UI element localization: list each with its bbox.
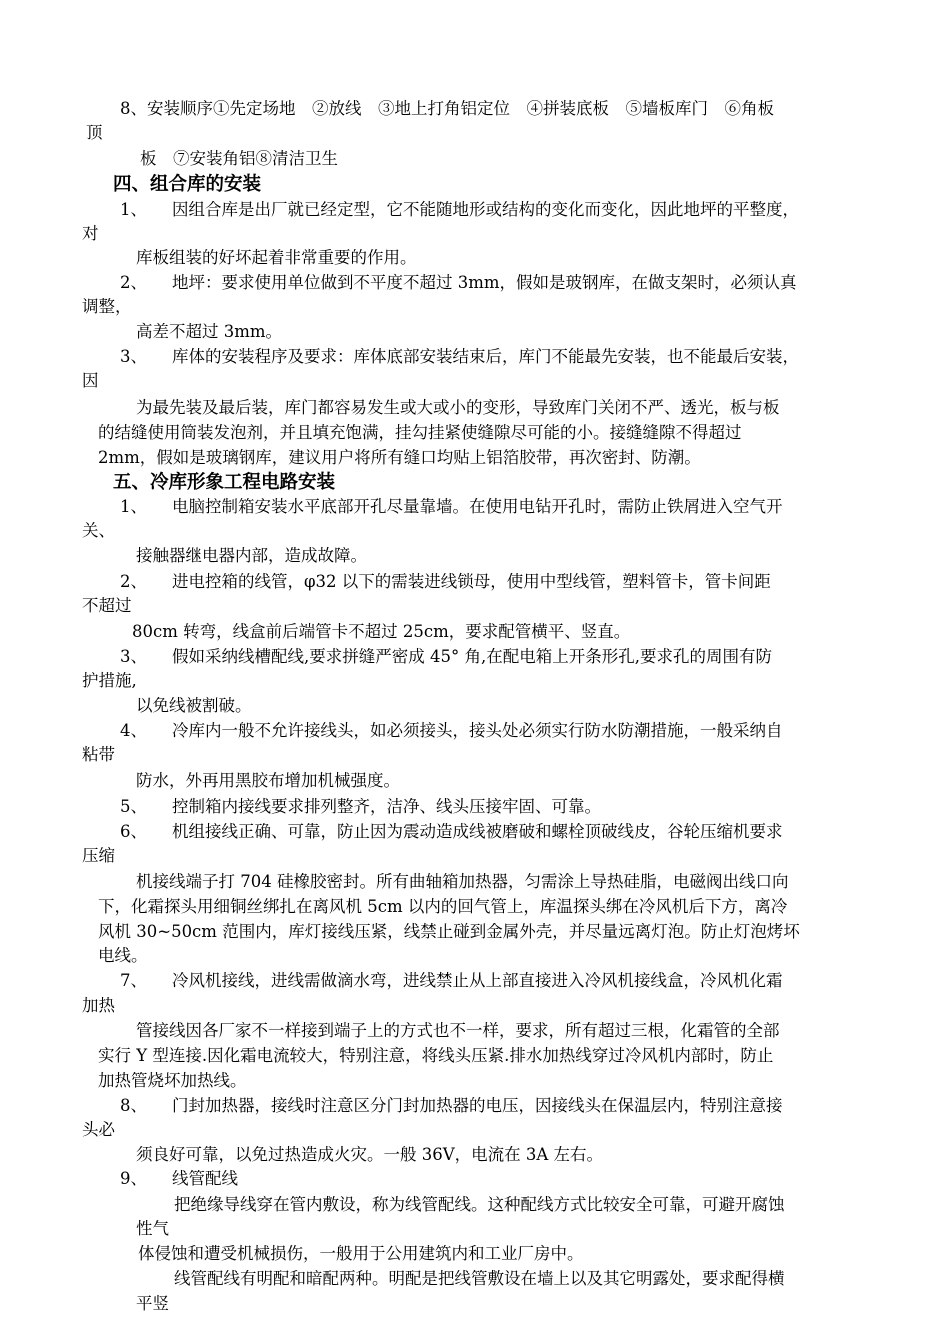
s5-item7-line4: 实行 Y 型连接.因化霜电流较大，特别注意，将线头压紧.排水加热线穿过冷风机内部时，防止	[98, 1046, 774, 1065]
s5-item1-line1: 1、 电脑控制箱安装水平底部开孔尽量靠墙。在使用电钻开孔时，需防止铁屑进入空气开	[120, 495, 783, 519]
s4-item3-number: 3、	[120, 347, 147, 366]
s5-item3-number: 3、	[120, 647, 147, 666]
s4-item1-number: 1、	[120, 200, 147, 219]
s5-item4-line3: 防水，外再用黑胶布增加机械强度。	[136, 771, 400, 790]
s5-item6-line3: 机接线端子打 704 硅橡胶密封。所有曲轴箱加热器，匀需涂上导热硅脂，电磁阀出线口向	[136, 872, 789, 891]
s5-item5-number: 5、	[120, 797, 147, 816]
item8-line1: 8、安装顺序①先定场地 ②放线 ③地上打角铝定位 ④拼装底板 ⑤墙板库门 ⑥角板	[120, 99, 774, 118]
s5-item6-line6: 电线。	[98, 946, 148, 965]
s4-item2-number: 2、	[120, 273, 147, 292]
s5-item8-number: 8、	[120, 1096, 147, 1115]
s5-item3-line1: 3、 假如采纳线槽配线,要求拼缝严密成 45° 角,在配电箱上开条形孔,要求孔的周围有防	[120, 645, 772, 669]
s5-item7-line2: 加热	[82, 996, 115, 1015]
s5-item7-number: 7、	[120, 971, 147, 990]
section4-heading: 四、组合库的安装	[113, 174, 262, 195]
s5-item7-line1: 7、 冷风机接线，进线需做滴水弯，进线禁止从上部直接进入冷风机接线盒，冷风机化霜	[120, 969, 783, 993]
s4-item3-line5: 2mm，假如是玻璃钢库，建议用户将所有缝口均贴上铝箔胶带，再次密封、防潮。	[98, 448, 701, 467]
s5-item8-line1: 8、 门封加热器，接线时注意区分门封加热器的电压，因接线头在保温层内，特别注意接	[120, 1094, 783, 1118]
s5-item9-line6: 平竖	[136, 1294, 169, 1313]
s5-item6-line5: 风机 30~50cm 范围内，库灯接线压紧，线禁止碰到金属外壳，并尽量远离灯泡。防止灯泡烤坏	[98, 922, 800, 941]
s5-item9-line5: 线管配线有明配和暗配两种。明配是把线管敷设在墙上以及其它明露处，要求配得横	[174, 1269, 785, 1288]
s4-item1-line3: 库板组装的好坏起着非常重要的作用。	[136, 248, 417, 267]
item8-line2: 板 ⑦安装角铝⑧清洁卫生	[140, 149, 338, 168]
s5-item9-line3: 性气	[136, 1219, 169, 1238]
s5-item3-line3: 以免线被割破。	[136, 696, 252, 715]
s5-item4-line1: 4、 冷库内一般不允许接线头，如必须接头，接头处必须实行防水防潮措施，一般采纳自	[120, 719, 783, 743]
s5-item7-line3: 管接线因各厂家不一样接到端子上的方式也不一样，要求，所有超过三根，化霜管的全部	[136, 1021, 780, 1040]
s5-item5-line1: 5、 控制箱内接线要求排列整齐，洁净、线头压接牢固、可靠。	[120, 795, 601, 819]
s5-item6-line1: 6、 机组接线正确、可靠，防止因为震动造成线被磨破和螺栓顶破线皮，谷轮压缩机要求	[120, 820, 783, 844]
s5-item2-line2: 不超过	[82, 596, 132, 615]
s5-item8-line2: 头必	[82, 1120, 115, 1139]
s4-item3-line2: 因	[82, 371, 99, 390]
s4-item3-line4: 的结缝使用筒装发泡剂，并且填充饱满，挂勾挂紧使缝隙尽可能的小。接缝缝隙不得超过	[98, 423, 742, 442]
s4-item3-line1: 3、 库体的安装程序及要求：库体底部安装结束后，库门不能最先安装，也不能最后安装，	[120, 345, 799, 369]
s5-item8-line3: 须良好可靠，以免过热造成火灾。一般 36V，电流在 3A 左右。	[136, 1145, 604, 1164]
section5-heading: 五、冷库形象工程电路安装	[113, 472, 336, 493]
s5-item1-number: 1、	[120, 497, 147, 516]
s5-item7-line5: 加热管烧坏加热线。	[98, 1071, 247, 1090]
s5-item6-line2: 压缩	[82, 846, 115, 865]
s5-item2-line3: 80cm 转弯，线盒前后端管卡不超过 25cm，要求配管横平、竖直。	[132, 622, 631, 641]
s5-item9-number: 9、	[120, 1169, 147, 1188]
s5-item9-line4: 体侵蚀和遭受机械损伤，一般用于公用建筑内和工业厂房中。	[138, 1244, 584, 1263]
s4-item1-line2: 对	[82, 224, 99, 243]
s5-item6-number: 6、	[120, 822, 147, 841]
s5-item9-line1: 9、 线管配线	[120, 1167, 238, 1191]
s4-item2-line2: 调整，	[82, 297, 132, 316]
s4-item2-line3: 高差不超过 3mm。	[136, 322, 283, 341]
s5-item1-line3: 接触器继电器内部，造成故障。	[136, 546, 367, 565]
s5-item4-line2: 粘带	[82, 745, 115, 764]
s5-item1-line2: 关、	[82, 521, 115, 540]
item8-line1-wrap: 顶	[86, 123, 103, 142]
s5-item2-number: 2、	[120, 572, 147, 591]
s4-item1-line1: 1、 因组合库是出厂就已经定型，它不能随地形或结构的变化而变化，因此地坪的平整度，	[120, 198, 799, 222]
s5-item2-line1: 2、 进电控箱的线管，φ32 以下的需装进线锁母，使用中型线管，塑料管卡，管卡间距	[120, 570, 771, 594]
s5-item6-line4: 下，化霜探头用细铜丝绑扎在离风机 5cm 以内的回气管上，库温探头绑在冷风机后下方，离冷	[98, 897, 788, 916]
s5-item4-number: 4、	[120, 721, 147, 740]
s4-item2-line1: 2、 地坪：要求使用单位做到不平度不超过 3mm，假如是玻钢库，在做支架时，必须认真	[120, 271, 797, 295]
s4-item3-line3: 为最先装及最后装，库门都容易发生或大或小的变形，导致库门关闭不严、透光，板与板	[136, 398, 780, 417]
s5-item3-line2: 护措施,	[82, 671, 137, 690]
s5-item9-line2: 把绝缘导线穿在管内敷设，称为线管配线。这种配线方式比较安全可靠，可避开腐蚀	[174, 1195, 785, 1214]
